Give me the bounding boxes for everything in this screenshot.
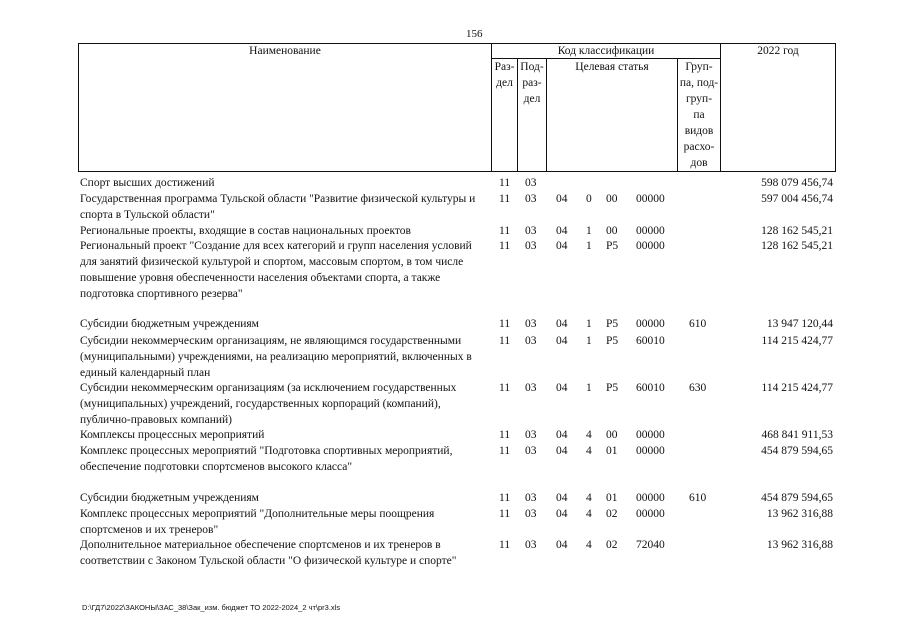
row-name: Региональные проекты, входящие в состав национальных проектов bbox=[80, 225, 411, 237]
row-target-sub: 4 bbox=[586, 445, 592, 457]
row-amount: 598 079 456,74 bbox=[761, 177, 833, 189]
col-sep-podrazdel bbox=[546, 58, 547, 172]
header-year: 2022 год bbox=[757, 45, 799, 57]
row-target-sub: 4 bbox=[586, 539, 592, 551]
row-podrazdel: 03 bbox=[525, 177, 537, 189]
row-target-event: 00 bbox=[606, 193, 618, 205]
row-amount: 13 947 120,44 bbox=[766, 318, 833, 330]
row-target-sub: 0 bbox=[586, 193, 592, 205]
row-target-sub: 1 bbox=[586, 335, 592, 347]
row-name: Субсидии некоммерческим организациям (за исключением государственных (муниципальных) учреждений, государственных корпораций (компаний), публично-правовых компаний) bbox=[80, 382, 457, 426]
row-target-event: P5 bbox=[606, 318, 619, 330]
row-podrazdel: 03 bbox=[525, 492, 537, 504]
row-target-event: 01 bbox=[606, 445, 618, 457]
row-target-sub: 4 bbox=[586, 429, 592, 441]
row-razdel: 11 bbox=[499, 193, 511, 205]
row-target-sub: 1 bbox=[586, 240, 592, 252]
header-podrazdel-line: раз- bbox=[522, 77, 542, 89]
row-name: Субсидии некоммерческим организациям, не являющимся государственными (муниципальными) учреждениями, на реализацию мероприятий, включенных в единый календарный план bbox=[80, 335, 472, 379]
row-name: Комплекс процессных мероприятий "Дополнительные меры поощрения спортсменов и их тренеров" bbox=[80, 508, 435, 536]
row-amount: 597 004 456,74 bbox=[761, 193, 833, 205]
row-target-direction: 60010 bbox=[636, 382, 665, 394]
header-group-line: па bbox=[693, 109, 705, 121]
col-sep-left bbox=[78, 43, 79, 172]
row-name: Дополнительное материальное обеспечение спортсменов и их тренеров в соответствии с Законом Тульской области "О физической культуре и спорте" bbox=[80, 539, 457, 567]
row-name: Региональный проект "Создание для всех категорий и групп населения условий для занятий физической культурой и спортом, массовым спортом, в том числе повышение уровня обеспеченности населения объектами спорта, а также подготовка спортивного резерва" bbox=[80, 240, 472, 300]
row-name: Спорт высших достижений bbox=[80, 177, 215, 189]
row-podrazdel: 03 bbox=[525, 508, 537, 520]
row-target-direction: 00000 bbox=[636, 240, 665, 252]
row-target-direction: 72040 bbox=[636, 539, 665, 551]
row-name: Субсидии бюджетным учреждениям bbox=[80, 318, 259, 330]
row-expense-type: 610 bbox=[689, 492, 707, 504]
row-podrazdel: 03 bbox=[525, 429, 537, 441]
row-target-direction: 00000 bbox=[636, 193, 665, 205]
row-target-sub: 1 bbox=[586, 382, 592, 394]
row-name: Государственная программа Тульской области "Развитие физической культуры и спорта в Тульской области" bbox=[80, 193, 476, 221]
row-target-program: 04 bbox=[556, 445, 568, 457]
row-amount: 454 879 594,65 bbox=[761, 492, 833, 504]
row-razdel: 11 bbox=[499, 492, 511, 504]
page-number: 156 bbox=[466, 28, 483, 40]
row-target-direction: 00000 bbox=[636, 318, 665, 330]
row-target-event: P5 bbox=[606, 240, 619, 252]
row-name: Комплексы процессных мероприятий bbox=[80, 429, 265, 441]
row-target-program: 04 bbox=[556, 193, 568, 205]
row-target-direction: 60010 bbox=[636, 335, 665, 347]
row-target-program: 04 bbox=[556, 492, 568, 504]
footer-file-path: D:\ГД7\2022\ЗАКОНЫ\ЗАС_38\Зак_изм. бюджет ТО 2022-2024_2 чт\pr3.xls bbox=[82, 603, 341, 612]
row-razdel: 11 bbox=[499, 508, 511, 520]
row-podrazdel: 03 bbox=[525, 225, 537, 237]
col-sep-group bbox=[720, 43, 721, 172]
row-amount: 454 879 594,65 bbox=[761, 445, 833, 457]
row-target-program: 04 bbox=[556, 225, 568, 237]
row-amount: 128 162 545,21 bbox=[761, 240, 833, 252]
row-target-program: 04 bbox=[556, 429, 568, 441]
row-razdel: 11 bbox=[499, 240, 511, 252]
header-group-line: па, под- bbox=[679, 77, 719, 89]
header-group-line: Груп- bbox=[685, 61, 713, 73]
row-target-program: 04 bbox=[556, 508, 568, 520]
row-target-sub: 4 bbox=[586, 508, 592, 520]
row-razdel: 11 bbox=[499, 177, 511, 189]
row-podrazdel: 03 bbox=[525, 539, 537, 551]
row-target-sub: 4 bbox=[586, 492, 592, 504]
row-name: Субсидии бюджетным учреждениям bbox=[80, 492, 259, 504]
row-target-direction: 00000 bbox=[636, 508, 665, 520]
header-name: Наименование bbox=[249, 45, 321, 57]
row-target-program: 04 bbox=[556, 240, 568, 252]
row-target-event: 01 bbox=[606, 492, 618, 504]
row-razdel: 11 bbox=[499, 225, 511, 237]
header-podrazdel bbox=[518, 59, 546, 107]
header-group bbox=[678, 59, 720, 171]
row-razdel: 11 bbox=[499, 539, 511, 551]
header-razdel-line: дел bbox=[496, 77, 513, 89]
header-target: Целевая статья bbox=[575, 61, 649, 73]
row-amount: 468 841 911,53 bbox=[761, 429, 833, 441]
row-target-event: 02 bbox=[606, 508, 618, 520]
row-amount: 114 215 424,77 bbox=[761, 382, 833, 394]
row-amount: 128 162 545,21 bbox=[761, 225, 833, 237]
col-sep-right bbox=[835, 43, 836, 172]
row-podrazdel: 03 bbox=[525, 240, 537, 252]
row-podrazdel: 03 bbox=[525, 445, 537, 457]
row-podrazdel: 03 bbox=[525, 193, 537, 205]
row-target-program: 04 bbox=[556, 382, 568, 394]
row-amount: 114 215 424,77 bbox=[761, 335, 833, 347]
row-razdel: 11 bbox=[499, 335, 511, 347]
header-bottom-border bbox=[78, 171, 836, 172]
row-razdel: 11 bbox=[499, 445, 511, 457]
row-amount: 13 962 316,88 bbox=[766, 508, 833, 520]
row-target-sub: 1 bbox=[586, 318, 592, 330]
row-podrazdel: 03 bbox=[525, 335, 537, 347]
row-target-event: P5 bbox=[606, 335, 619, 347]
row-podrazdel: 03 bbox=[525, 382, 537, 394]
header-group-line: груп- bbox=[685, 93, 713, 105]
header-code-group: Код классификации bbox=[557, 45, 655, 57]
row-target-event: 02 bbox=[606, 539, 618, 551]
header-group-line: дов bbox=[690, 157, 708, 169]
header-group-line: расхо- bbox=[683, 141, 715, 153]
row-target-direction: 00000 bbox=[636, 225, 665, 237]
row-razdel: 11 bbox=[499, 429, 511, 441]
header-podrazdel-line: Под- bbox=[520, 61, 544, 73]
row-target-event: P5 bbox=[606, 382, 619, 394]
row-expense-type: 630 bbox=[689, 382, 707, 394]
row-podrazdel: 03 bbox=[525, 318, 537, 330]
row-target-event: 00 bbox=[606, 225, 618, 237]
row-target-program: 04 bbox=[556, 335, 568, 347]
row-target-direction: 00000 bbox=[636, 445, 665, 457]
row-razdel: 11 bbox=[499, 382, 511, 394]
header-group-line: видов bbox=[684, 125, 714, 137]
row-target-direction: 00000 bbox=[636, 429, 665, 441]
row-target-event: 00 bbox=[606, 429, 618, 441]
row-target-direction: 00000 bbox=[636, 492, 665, 504]
row-name: Комплекс процессных мероприятий "Подготовка спортивных мероприятий, обеспечение подготовки спортсменов высокого класса" bbox=[80, 445, 453, 473]
row-target-program: 04 bbox=[556, 318, 568, 330]
row-target-program: 04 bbox=[556, 539, 568, 551]
row-razdel: 11 bbox=[499, 318, 511, 330]
header-razdel bbox=[492, 59, 517, 91]
row-target-sub: 1 bbox=[586, 225, 592, 237]
row-expense-type: 610 bbox=[689, 318, 707, 330]
row-amount: 13 962 316,88 bbox=[766, 539, 833, 551]
header-razdel-line: Раз- bbox=[494, 61, 515, 73]
header-podrazdel-line: дел bbox=[523, 93, 541, 105]
